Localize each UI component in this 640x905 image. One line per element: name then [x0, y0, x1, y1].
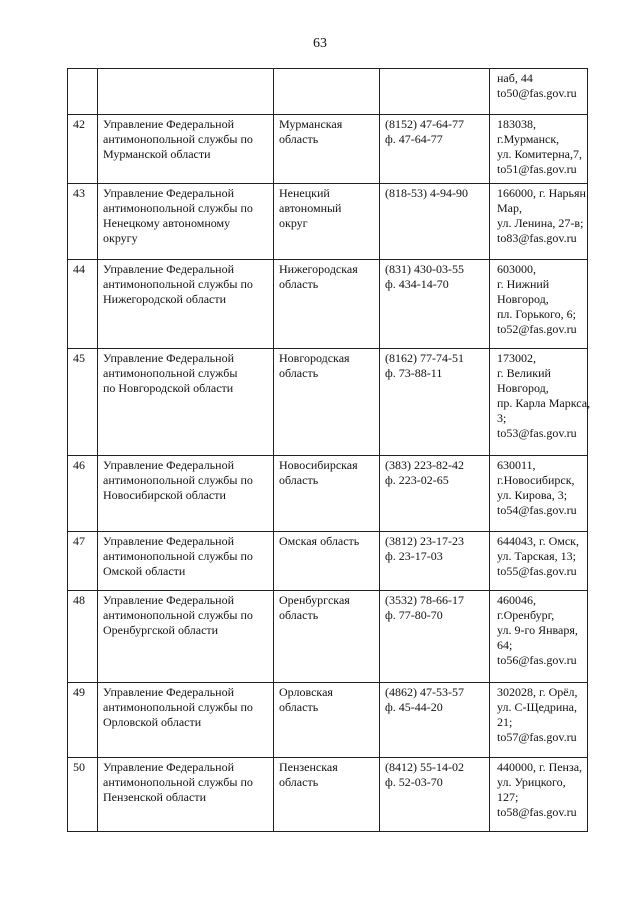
region-line: область: [279, 473, 319, 487]
address-line: ул. Ленина, 27-в;: [497, 216, 584, 230]
address-cell: [490, 69, 588, 115]
address-line: 3;: [497, 411, 507, 425]
office-name-cell: [98, 456, 274, 532]
address-cell: [490, 184, 588, 260]
office-name-line: Управление Федеральной: [103, 351, 234, 365]
phone-cell: [380, 184, 490, 260]
address-cell: [490, 456, 588, 532]
phone-line: ф. 45-44-20: [385, 700, 443, 714]
row-number: 46: [68, 456, 98, 532]
region-cell: [274, 69, 380, 115]
office-name-cell: [98, 184, 274, 260]
address-line: 64;: [497, 638, 513, 652]
region-cell: [274, 683, 380, 758]
address-cell: [490, 260, 588, 349]
region-line: область: [279, 366, 319, 380]
row-number: 48: [68, 591, 98, 683]
phone-line: (8412) 55-14-02: [385, 760, 464, 774]
address-cell: [490, 349, 591, 456]
office-name-line: антимонопольной службы по: [103, 473, 253, 487]
phone-line: (4862) 47-53-57: [385, 685, 464, 699]
office-name-cell: [98, 758, 274, 832]
office-name-cell: [98, 532, 274, 591]
office-name-line: антимонопольной службы по: [103, 201, 253, 215]
address-line: 183038,: [497, 117, 536, 131]
office-name-line: Управление Федеральной: [103, 685, 234, 699]
address-line: 173002,: [497, 351, 536, 365]
address-line: пр. Карла Маркса,: [497, 396, 591, 410]
address-line: пл. Горького, 6;: [497, 307, 576, 321]
region-cell: [274, 260, 380, 349]
office-name-line: Новосибирской области: [103, 488, 226, 502]
table-row: [68, 69, 588, 115]
email-address: to50@fas.gov.ru: [497, 86, 577, 100]
address-line: 630011,: [497, 458, 536, 472]
office-name-line: антимонопольной службы по: [103, 549, 253, 563]
address-cell: [490, 591, 588, 683]
region-cell: [274, 758, 380, 832]
office-name-cell: [98, 260, 274, 349]
region-line: Нижегородская: [279, 262, 358, 276]
address-cell: [490, 683, 588, 758]
region-line: область: [279, 608, 319, 622]
phone-cell: [380, 683, 490, 758]
region-line: Новгородская: [279, 351, 350, 365]
phone-line: ф. 223-02-65: [385, 473, 449, 487]
region-line: автономный: [279, 201, 342, 215]
phone-line: (383) 223-82-42: [385, 458, 464, 472]
phone-line: (3812) 23-17-23: [385, 534, 464, 548]
antimonopoly-offices-table: [67, 68, 591, 832]
region-line: область: [279, 132, 319, 146]
address-cell: [490, 758, 588, 832]
region-line: Оренбургская: [279, 593, 350, 607]
region-cell: [274, 591, 380, 683]
table-row: [68, 349, 588, 456]
office-name-line: Нижегородской области: [103, 292, 227, 306]
address-line: г.Мурманск,: [497, 132, 560, 146]
region-cell: [274, 456, 380, 532]
address-line: г. Великий: [497, 366, 551, 380]
phone-line: (8162) 77-74-51: [385, 351, 464, 365]
row-number: 49: [68, 683, 98, 758]
address-cell: [490, 532, 588, 591]
address-line: 440000, г. Пенза,: [497, 760, 583, 774]
email-address: to52@fas.gov.ru: [497, 322, 577, 336]
office-name-cell: [98, 591, 274, 683]
row-number: 47: [68, 532, 98, 591]
phone-line: ф. 47-64-77: [385, 132, 443, 146]
address-line: 302028, г. Орёл,: [497, 685, 578, 699]
email-address: to57@fas.gov.ru: [497, 730, 577, 744]
phone-line: ф. 52-03-70: [385, 775, 443, 789]
office-name-line: Пензенской области: [103, 790, 206, 804]
address-line: 21;: [497, 715, 513, 729]
address-line: ул. Кирова, 3;: [497, 488, 568, 502]
address-line: наб, 44: [497, 71, 533, 85]
email-address: to56@fas.gov.ru: [497, 653, 577, 667]
region-line: Орловская: [279, 685, 333, 699]
table-row: [68, 184, 588, 260]
table-row: [68, 115, 588, 184]
phone-cell: [380, 532, 490, 591]
address-cell: [490, 115, 588, 184]
region-cell: [274, 184, 380, 260]
phone-line: ф. 23-17-03: [385, 549, 443, 563]
region-line: область: [279, 277, 319, 291]
table-row: [68, 456, 588, 532]
office-name-line: Управление Федеральной: [103, 186, 234, 200]
phone-line: (3532) 78-66-17: [385, 593, 464, 607]
row-number: 43: [68, 184, 98, 260]
office-name-line: Орловской области: [103, 715, 202, 729]
address-line: Новгород,: [497, 381, 549, 395]
table-body: [68, 69, 591, 832]
office-name-line: Мурманской области: [103, 147, 211, 161]
phone-line: ф. 434-14-70: [385, 277, 449, 291]
region-line: Мурманская: [279, 117, 343, 131]
office-name-line: антимонопольной службы по: [103, 700, 253, 714]
phone-line: (831) 430-03-55: [385, 262, 464, 276]
office-name-cell: [98, 115, 274, 184]
address-line: ул. С-Щедрина,: [497, 700, 578, 714]
table-row: [68, 532, 588, 591]
email-address: to83@fas.gov.ru: [497, 231, 577, 245]
row-number: [68, 69, 98, 115]
address-line: г.Оренбург,: [497, 608, 555, 622]
office-name-line: антимонопольной службы по: [103, 775, 253, 789]
region-line: Новосибирская: [279, 458, 358, 472]
table-row: [68, 758, 588, 832]
phone-cell: [380, 115, 490, 184]
address-line: ул. Тарская, 13;: [497, 549, 576, 563]
region-line: Омская область: [279, 534, 360, 548]
row-number: 45: [68, 349, 98, 456]
region-line: Пензенская: [279, 760, 338, 774]
table-row: [68, 591, 588, 683]
office-name-cell: [98, 349, 274, 456]
office-name-cell: [98, 683, 274, 758]
address-line: 603000,: [497, 262, 536, 276]
office-name-line: Управление Федеральной: [103, 117, 234, 131]
phone-cell: [380, 349, 490, 456]
office-name-line: Управление Федеральной: [103, 262, 234, 276]
email-address: to53@fas.gov.ru: [497, 426, 577, 440]
email-address: to58@fas.gov.ru: [497, 805, 577, 819]
office-name-line: антимонопольной службы по: [103, 132, 253, 146]
region-line: область: [279, 775, 319, 789]
address-line: 644043, г. Омск,: [497, 534, 579, 548]
address-line: 460046,: [497, 593, 536, 607]
region-cell: [274, 532, 380, 591]
address-line: 127;: [497, 790, 519, 804]
office-name-line: Омской области: [103, 564, 186, 578]
address-line: г. Нижний: [497, 277, 550, 291]
phone-cell: [380, 758, 490, 832]
office-name-line: Управление Федеральной: [103, 458, 234, 472]
row-number: 42: [68, 115, 98, 184]
office-name-line: Управление Федеральной: [103, 534, 234, 548]
phone-cell: [380, 69, 490, 115]
address-line: ул. Урицкого,: [497, 775, 566, 789]
region-cell: [274, 349, 380, 456]
phone-line: ф. 77-80-70: [385, 608, 443, 622]
phone-line: (818-53) 4-94-90: [385, 186, 468, 200]
address-line: ул. Комитерна,7,: [497, 147, 582, 161]
address-line: 166000, г. Нарьян: [497, 186, 586, 200]
email-address: to51@fas.gov.ru: [497, 162, 577, 176]
email-address: to54@fas.gov.ru: [497, 503, 577, 517]
office-name-line: по Новгородской области: [103, 381, 234, 395]
office-name-line: антимонопольной службы по: [103, 277, 253, 291]
office-name-line: округу: [103, 231, 138, 245]
table-row: [68, 260, 588, 349]
region-line: область: [279, 700, 319, 714]
row-number: 44: [68, 260, 98, 349]
phone-line: (8152) 47-64-77: [385, 117, 464, 131]
table-row: [68, 683, 588, 758]
row-number: 50: [68, 758, 98, 832]
phone-cell: [380, 591, 490, 683]
phone-line: ф. 73-88-11: [385, 366, 443, 380]
phone-cell: [380, 260, 490, 349]
office-name-line: Управление Федеральной: [103, 593, 234, 607]
address-line: г.Новосибирск,: [497, 473, 575, 487]
phone-cell: [380, 456, 490, 532]
address-line: Мар,: [497, 201, 522, 215]
office-name-line: антимонопольной службы: [103, 366, 238, 380]
office-name-line: Оренбургской области: [103, 623, 219, 637]
page-number: 63: [313, 36, 327, 51]
region-line: округ: [279, 216, 308, 230]
region-line: Ненецкий: [279, 186, 330, 200]
office-name-cell: [98, 69, 274, 115]
email-address: to55@fas.gov.ru: [497, 564, 577, 578]
address-line: ул. 9-го Января,: [497, 623, 578, 637]
office-name-line: Ненецкому автономному: [103, 216, 231, 230]
office-name-line: Управление Федеральной: [103, 760, 234, 774]
office-name-line: антимонопольной службы по: [103, 608, 253, 622]
region-cell: [274, 115, 380, 184]
address-line: Новгород,: [497, 292, 549, 306]
